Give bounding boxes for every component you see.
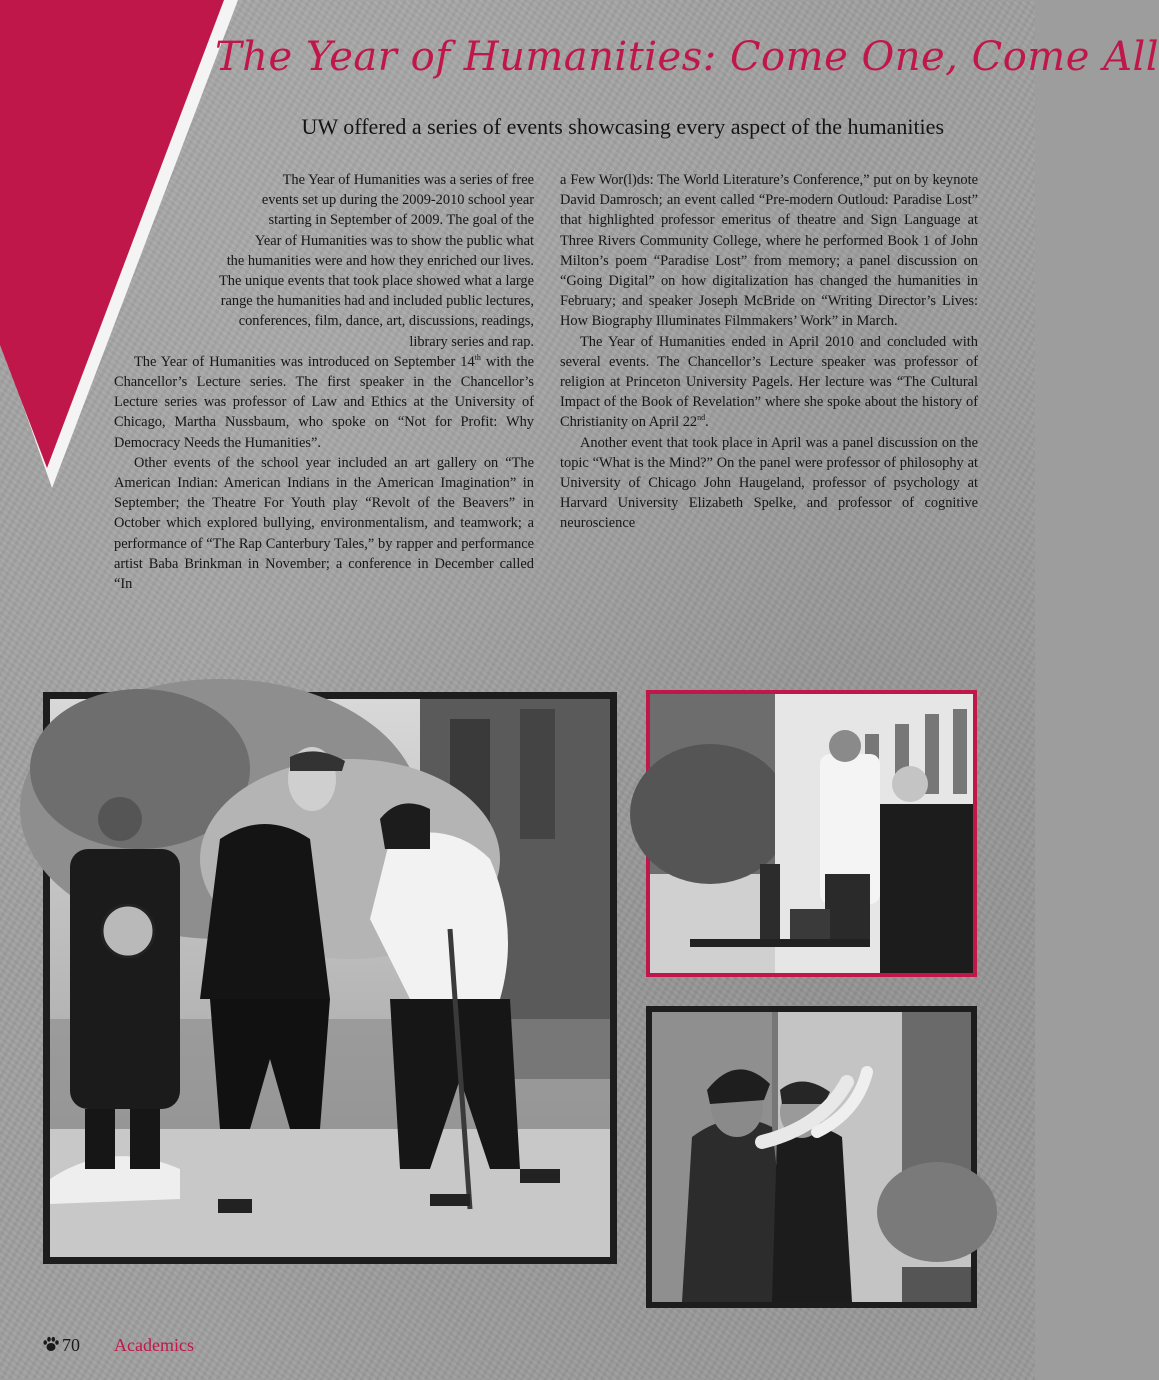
page-footer bbox=[42, 1335, 194, 1358]
page-subtitle: UW offered a series of events showcasing every aspect of the humanities bbox=[301, 114, 944, 139]
page-title: The Year of Humanities: Come One, Come All bbox=[215, 34, 1159, 80]
text-line: library series and rap. bbox=[409, 333, 534, 350]
paragraph-panel-discussion: Another event that took place in April was a panel discussion on the topic “What is the Mind?” On the panel were professor of philosophy at University of Chicago John Haugeland, professor of psychology at Harvard University Elizabeth Spelke, and professor of cognitive neuroscience bbox=[560, 434, 978, 532]
paragraph-intro bbox=[114, 170, 534, 352]
text-line: starting in September of 2009. The goal of the bbox=[268, 212, 534, 229]
photo-outdoor-speaker bbox=[646, 690, 977, 977]
text-line: range the humanities had and included public lectures, bbox=[220, 293, 534, 310]
paragraph-continued: a Few Wor(l)ds: The World Literature’s Conference,” put on by keynote David Damrosch; an event called “Pre-modern Outloud: Paradise Lost” that highlighted professor emeritus of theatre and Sign Language at Three Rivers Community College, where he performed Book 1 of John Milton’s poem “Paradise Lost” from memory; a panel discussion on “Going Digital” on how digitalization has changed the humanities in February; and speaker Joseph McBride on “Writing Director’s Lives: How Biography Illuminates Filmmakers’ Work” in March. bbox=[560, 172, 978, 330]
photo-mask-dance-performance bbox=[43, 692, 617, 1264]
section-name: Academics bbox=[114, 1335, 194, 1355]
text-line: conferences, film, dance, art, discussions, readings, bbox=[238, 313, 534, 330]
body-column-left bbox=[114, 170, 534, 594]
text-line: The Year of Humanities was a series of free bbox=[282, 172, 534, 188]
body-column-right bbox=[560, 170, 978, 534]
text-line: Year of Humanities was to show the public what bbox=[254, 232, 534, 249]
photo-horn-players bbox=[646, 1006, 977, 1308]
text-line: events set up during the 2009-2010 school year bbox=[261, 192, 534, 209]
page-number: 70 bbox=[62, 1335, 80, 1355]
paragraph-other-events: Other events of the school year included an art gallery on “The American Indian: American Indians in the American Imagination” in September; the Theatre For Youth play “Revolt of the Beavers” in October which explored bullying, environmentalism, and teamwork; a performance of “The Rap Canterbury Tales,” by rapper and performance artist Baba Brinkman in November; a conference in December called “In bbox=[114, 454, 534, 593]
text-line: the humanities were and how they enriched our lives. bbox=[226, 252, 534, 269]
text-line: The unique events that took place showed what a large bbox=[218, 273, 534, 290]
paragraph-april-events: The Year of Humanities ended in April 2010 and concluded with several events. The Chancellor’s Lecture speaker was professor of religion at Princeton University Pagels. Her lecture was “The Cultural Impact of the Book of Revelation” where she spoke about the history of Christianity on April 22nd. bbox=[560, 333, 978, 431]
paw-print-icon bbox=[42, 1335, 60, 1358]
paragraph-chancellor-lecture: The Year of Humanities was introduced on September 14th with the Chancellor’s Lecture series. The first speaker in the Chancellor’s Lecture series was professor of Law and Ethics at the University of Chicago, Martha Nussbaum, who spoke on “Not for Profit: Why Democracy Needs the Humanities”. bbox=[114, 353, 534, 451]
